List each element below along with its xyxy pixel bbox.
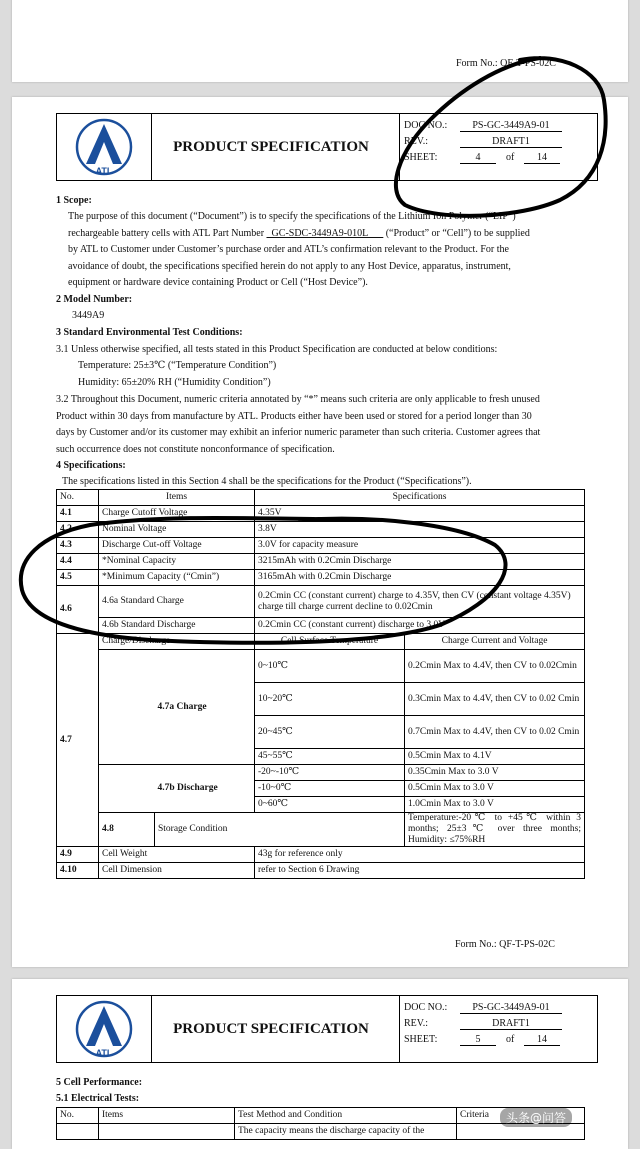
table-row: 0~60℃ 1.0Cmin Max to 3.0 V	[57, 797, 585, 813]
table-header-row: No. Items Test Method and Condition Criteria	[57, 1108, 585, 1124]
spec-table	[56, 489, 585, 879]
page-header	[56, 113, 598, 181]
model-value: 3449A9	[72, 310, 105, 321]
table-row: 4.7b Discharge -20~-10℃ 0.35Cmin Max to 3.0 V	[57, 765, 585, 781]
table-row: 45~55℃ 0.5Cmin Max to 4.1V	[57, 749, 585, 765]
cell-performance-heading: 5 Cell Performance:	[56, 1077, 143, 1088]
table-row: 4.10 Cell Dimension refer to Section 6 Drawing	[57, 863, 585, 879]
table-row: 4.9 Cell Weight 43g for reference only	[57, 847, 585, 863]
watermark: 头条@问答	[500, 1108, 572, 1127]
header-cell: Items	[99, 490, 255, 506]
atl-logo	[57, 114, 152, 180]
table-row: 4.6b Standard Discharge 0.2Cmin CC (constant current) discharge to 3.0V	[57, 618, 585, 634]
previous-page	[12, 0, 628, 82]
table-row: 4.7a Charge 0~10℃ 0.2Cmin Max to 4.4V, then CV to 0.02Cmin	[57, 650, 585, 683]
env-3-2: 3.2 Throughout this Document, numeric criteria annotated by “*” means such criteria are only applicable to fresh unused Product within 30 days from manufacture by ATL. Products either have been used or stored for a period longer than 30 days by Customer and/or its customer may exhibit an inferior numeric parameter than such criteria. Customer agrees that such occurrence does not constitute nonconformance of specification.	[56, 394, 541, 455]
scope-body: The purpose of this document (“Document”) is to specify the specifications of the Lithium Ion Polymer (“LIP”) rechargeable battery cells with ATL Part Number _GC-SDC-3449A9-010L___ (“Product” or “Cell”) to be supplied by ATL to Customer under Customer’s purchase order and ATL’s confirmation relevant to the Product. For the avoidance of doubt, the specifications specified herein do not apply to any Host Device, apparatus, instrument, equipment or hardware device containing Product or Cell (“Host Device”).	[68, 211, 530, 289]
sheet-value: 5	[460, 1034, 496, 1046]
rev-value: DRAFT1	[460, 136, 562, 148]
table-row: 4.8 Storage Condition Temperature:-20℃ to +45℃ within 3 months; 25±3℃ over three months; Humidity: ≤75%RH	[57, 813, 585, 847]
form-number: Form No.: QF-T-PS-02C	[456, 58, 556, 69]
electrical-tests-heading: 5.1 Electrical Tests:	[56, 1093, 140, 1104]
page-header	[56, 995, 598, 1063]
sheet-label: SHEET:	[404, 152, 438, 163]
env-humidity: Humidity: 65±20% RH (“Humidity Condition”)	[78, 377, 271, 388]
document-title: PRODUCT SPECIFICATION	[173, 139, 369, 155]
header-cell: No.	[57, 490, 99, 506]
doc-no-label: DOC NO.:	[404, 1002, 448, 1013]
scope-heading: 1 Scope:	[56, 195, 92, 206]
table-row: 20~45℃ 0.7Cmin Max to 4.4V, then CV to 0.02 Cmin	[57, 716, 585, 749]
rev-label: REV.:	[404, 136, 428, 147]
rev-label: REV.:	[404, 1018, 428, 1029]
env-temperature: Temperature: 25±3℃ (“Temperature Condition”)	[78, 360, 277, 371]
table-header-row	[57, 490, 585, 506]
sheet-total: 14	[524, 152, 560, 164]
table-row: -10~0℃ 0.5Cmin Max to 3.0 V	[57, 781, 585, 797]
atl-logo	[57, 996, 152, 1062]
doc-no-label: DOC NO.:	[404, 120, 448, 131]
sheet-label: SHEET:	[404, 1034, 438, 1045]
spec-intro: The specifications listed in this Section 4 shall be the specifications for the Product (“Specifications”).	[62, 476, 472, 487]
part-number: _GC-SDC-3449A9-010L___	[266, 227, 384, 239]
header-cell: Specifications	[255, 490, 585, 506]
table-row: 4.3 Discharge Cut-off Voltage 3.0V for capacity measure	[57, 538, 585, 554]
sheet-total: 14	[524, 1034, 560, 1046]
sheet-value: 4	[460, 152, 496, 164]
table-row: 4.4 *Nominal Capacity 3215mAh with 0.2Cmin Discharge	[57, 554, 585, 570]
table-row: 4.2 Nominal Voltage 3.8V	[57, 522, 585, 538]
svg-text:ATL: ATL	[95, 1048, 113, 1058]
document-title: PRODUCT SPECIFICATION	[173, 1021, 369, 1037]
svg-text:ATL: ATL	[95, 166, 113, 176]
table-row: 4.7 Charge/Discharge Cell Surface Temperature Charge Current and Voltage	[57, 634, 585, 650]
rev-value: DRAFT1	[460, 1018, 562, 1030]
table-row: 4.1 Charge Cutoff Voltage 4.35V	[57, 506, 585, 522]
env-heading: 3 Standard Environmental Test Conditions:	[56, 327, 243, 338]
table-row: 4.6 4.6a Standard Charge 0.2Cmin CC (constant current) charge to 4.35V, then CV (constant voltage 4.35V) charge till charge current decline to 0.02Cmin	[57, 586, 585, 618]
table-row: The capacity means the discharge capacity of the	[57, 1124, 585, 1140]
doc-meta	[399, 114, 598, 180]
of-label: of	[506, 1034, 515, 1045]
spec-page-4	[12, 97, 628, 967]
model-heading: 2 Model Number:	[56, 294, 133, 305]
form-number: Form No.: QF-T-PS-02C	[455, 939, 555, 950]
env-3-1: 3.1 Unless otherwise specified, all tests stated in this Product Specification are conducted at below conditions:	[56, 344, 498, 355]
doc-no-value: PS-GC-3449A9-01	[460, 120, 562, 132]
spec-heading: 4 Specifications:	[56, 460, 126, 471]
table-row: 10~20℃ 0.3Cmin Max to 4.4V, then CV to 0.02 Cmin	[57, 683, 585, 716]
doc-no-value: PS-GC-3449A9-01	[460, 1002, 562, 1014]
table-row: 4.5 *Minimum Capacity (“Cmin”) 3165mAh with 0.2Cmin Discharge	[57, 570, 585, 586]
of-label: of	[506, 152, 515, 163]
doc-meta	[399, 996, 598, 1062]
